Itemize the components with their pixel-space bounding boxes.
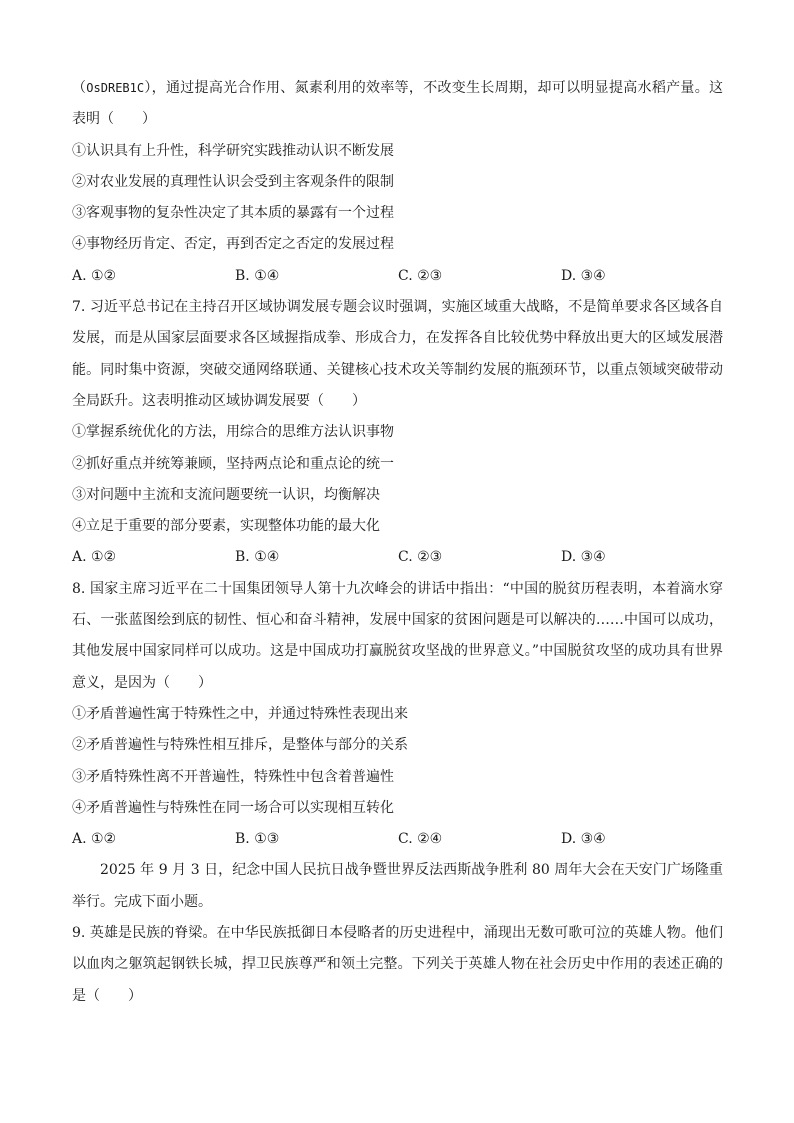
q8-choice-b: B. ①③ — [235, 831, 280, 848]
q8-choices — [72, 824, 723, 855]
q6-choice-c: C. ②③ — [398, 267, 443, 284]
q7-option-4: ④立足于重要的部分要素，实现整体功能的最大化 — [72, 518, 380, 535]
q8-choice-c: C. ②④ — [398, 831, 443, 848]
q6-choices — [72, 261, 723, 292]
q6-choice-a: A. ①② — [72, 267, 117, 284]
q6-choice-b: B. ①④ — [235, 267, 280, 284]
q6-option-3: ③客观事物的复杂性决定了其本质的暴露有一个过程 — [72, 205, 394, 222]
q8-choice-a: A. ①② — [72, 831, 117, 848]
q6-option-1: ①认识具有上升性，科学研究实践推动认识不断发展 — [72, 142, 394, 159]
q7-choices — [72, 542, 723, 573]
q6-stem-continuation: （OsDREB1C），通过提高光合作用、氮素利用的效率等，不改变生长周期，却可以明显提高水稻产量。这表明（ ） — [72, 80, 724, 128]
q8-option-1: ①矛盾普遍性寓于特殊性之中，并通过特殊性表现出来 — [72, 705, 408, 722]
q8-option-3: ③矛盾特殊性离不开普遍性，特殊性中包含着普遍性 — [72, 768, 394, 785]
q7-option-2: ②抓好重点并统筹兼顾，坚持两点论和重点论的统一 — [72, 455, 394, 472]
section-intro: 2025 年 9 月 3 日，纪念中国人民抗日战争暨世界反法西斯战争胜利 80 周年大会在天安门广场隆重举行。完成下面小题。 — [72, 862, 723, 910]
q6-option-4: ④事物经历肯定、否定，再到否定之否定的发展过程 — [72, 236, 394, 253]
q7-stem: 7. 习近平总书记在主持召开区域协调发展专题会议时强调，实施区域重大战略，不是简单要求各区域各自发展，而是从国家层面要求各区域握指成拳、形成合力，在发挥各自比较优势中释放出更大的区域发展潜能。同时集中资源，突破交通网络联通、关键核心技术攻关等制约发展的瓶颈环节，以重点领域突破带动全局跃升。这表明推动区域协调发展要（ ） — [72, 299, 723, 409]
q8-choice-d: D. ③④ — [561, 831, 606, 848]
q7-option-1: ①掌握系统优化的方法，用综合的思维方法认识事物 — [72, 424, 394, 441]
q7-choice-a: A. ①② — [72, 549, 117, 566]
q9-stem: 9. 英雄是民族的脊梁。在中华民族抵御日本侵略者的历史进程中，涌现出无数可歌可泣的英雄人物。他们以血肉之躯筑起钢铁长城，捍卫民族尊严和领土完整。下列关于英雄人物在社会历史中作用的表述正确的是（ ） — [72, 925, 723, 1004]
q7-choice-b: B. ①④ — [235, 549, 280, 566]
page-content — [72, 73, 723, 1012]
q7-option-3: ③对问题中主流和支流问题要统一认识，均衡解决 — [72, 486, 380, 503]
q7-choice-c: C. ②③ — [398, 549, 443, 566]
gene-name: OsDREB1C — [86, 81, 145, 95]
q6-option-2: ②对农业发展的真理性认识会受到主客观条件的限制 — [72, 173, 394, 190]
q8-option-2: ②矛盾普遍性与特殊性相互排斥，是整体与部分的关系 — [72, 737, 408, 754]
q7-choice-d: D. ③④ — [561, 549, 606, 566]
q8-stem: 8. 国家主席习近平在二十国集团领导人第十九次峰会的讲话中指出：“中国的脱贫历程表明，本着滴水穿石、一张蓝图绘到底的韧性、恒心和奋斗精神，发展中国家的贫困问题是可以解决的……中国可以成功，其他发展中国家同样可以成功。这是中国成功打赢脱贫攻坚战的世界意义。”中国脱贫攻坚的成功具有世界意义，是因为（ ） — [72, 580, 723, 691]
q6-choice-d: D. ③④ — [561, 267, 606, 284]
q8-option-4: ④矛盾普遍性与特殊性在同一场合可以实现相互转化 — [72, 799, 394, 816]
